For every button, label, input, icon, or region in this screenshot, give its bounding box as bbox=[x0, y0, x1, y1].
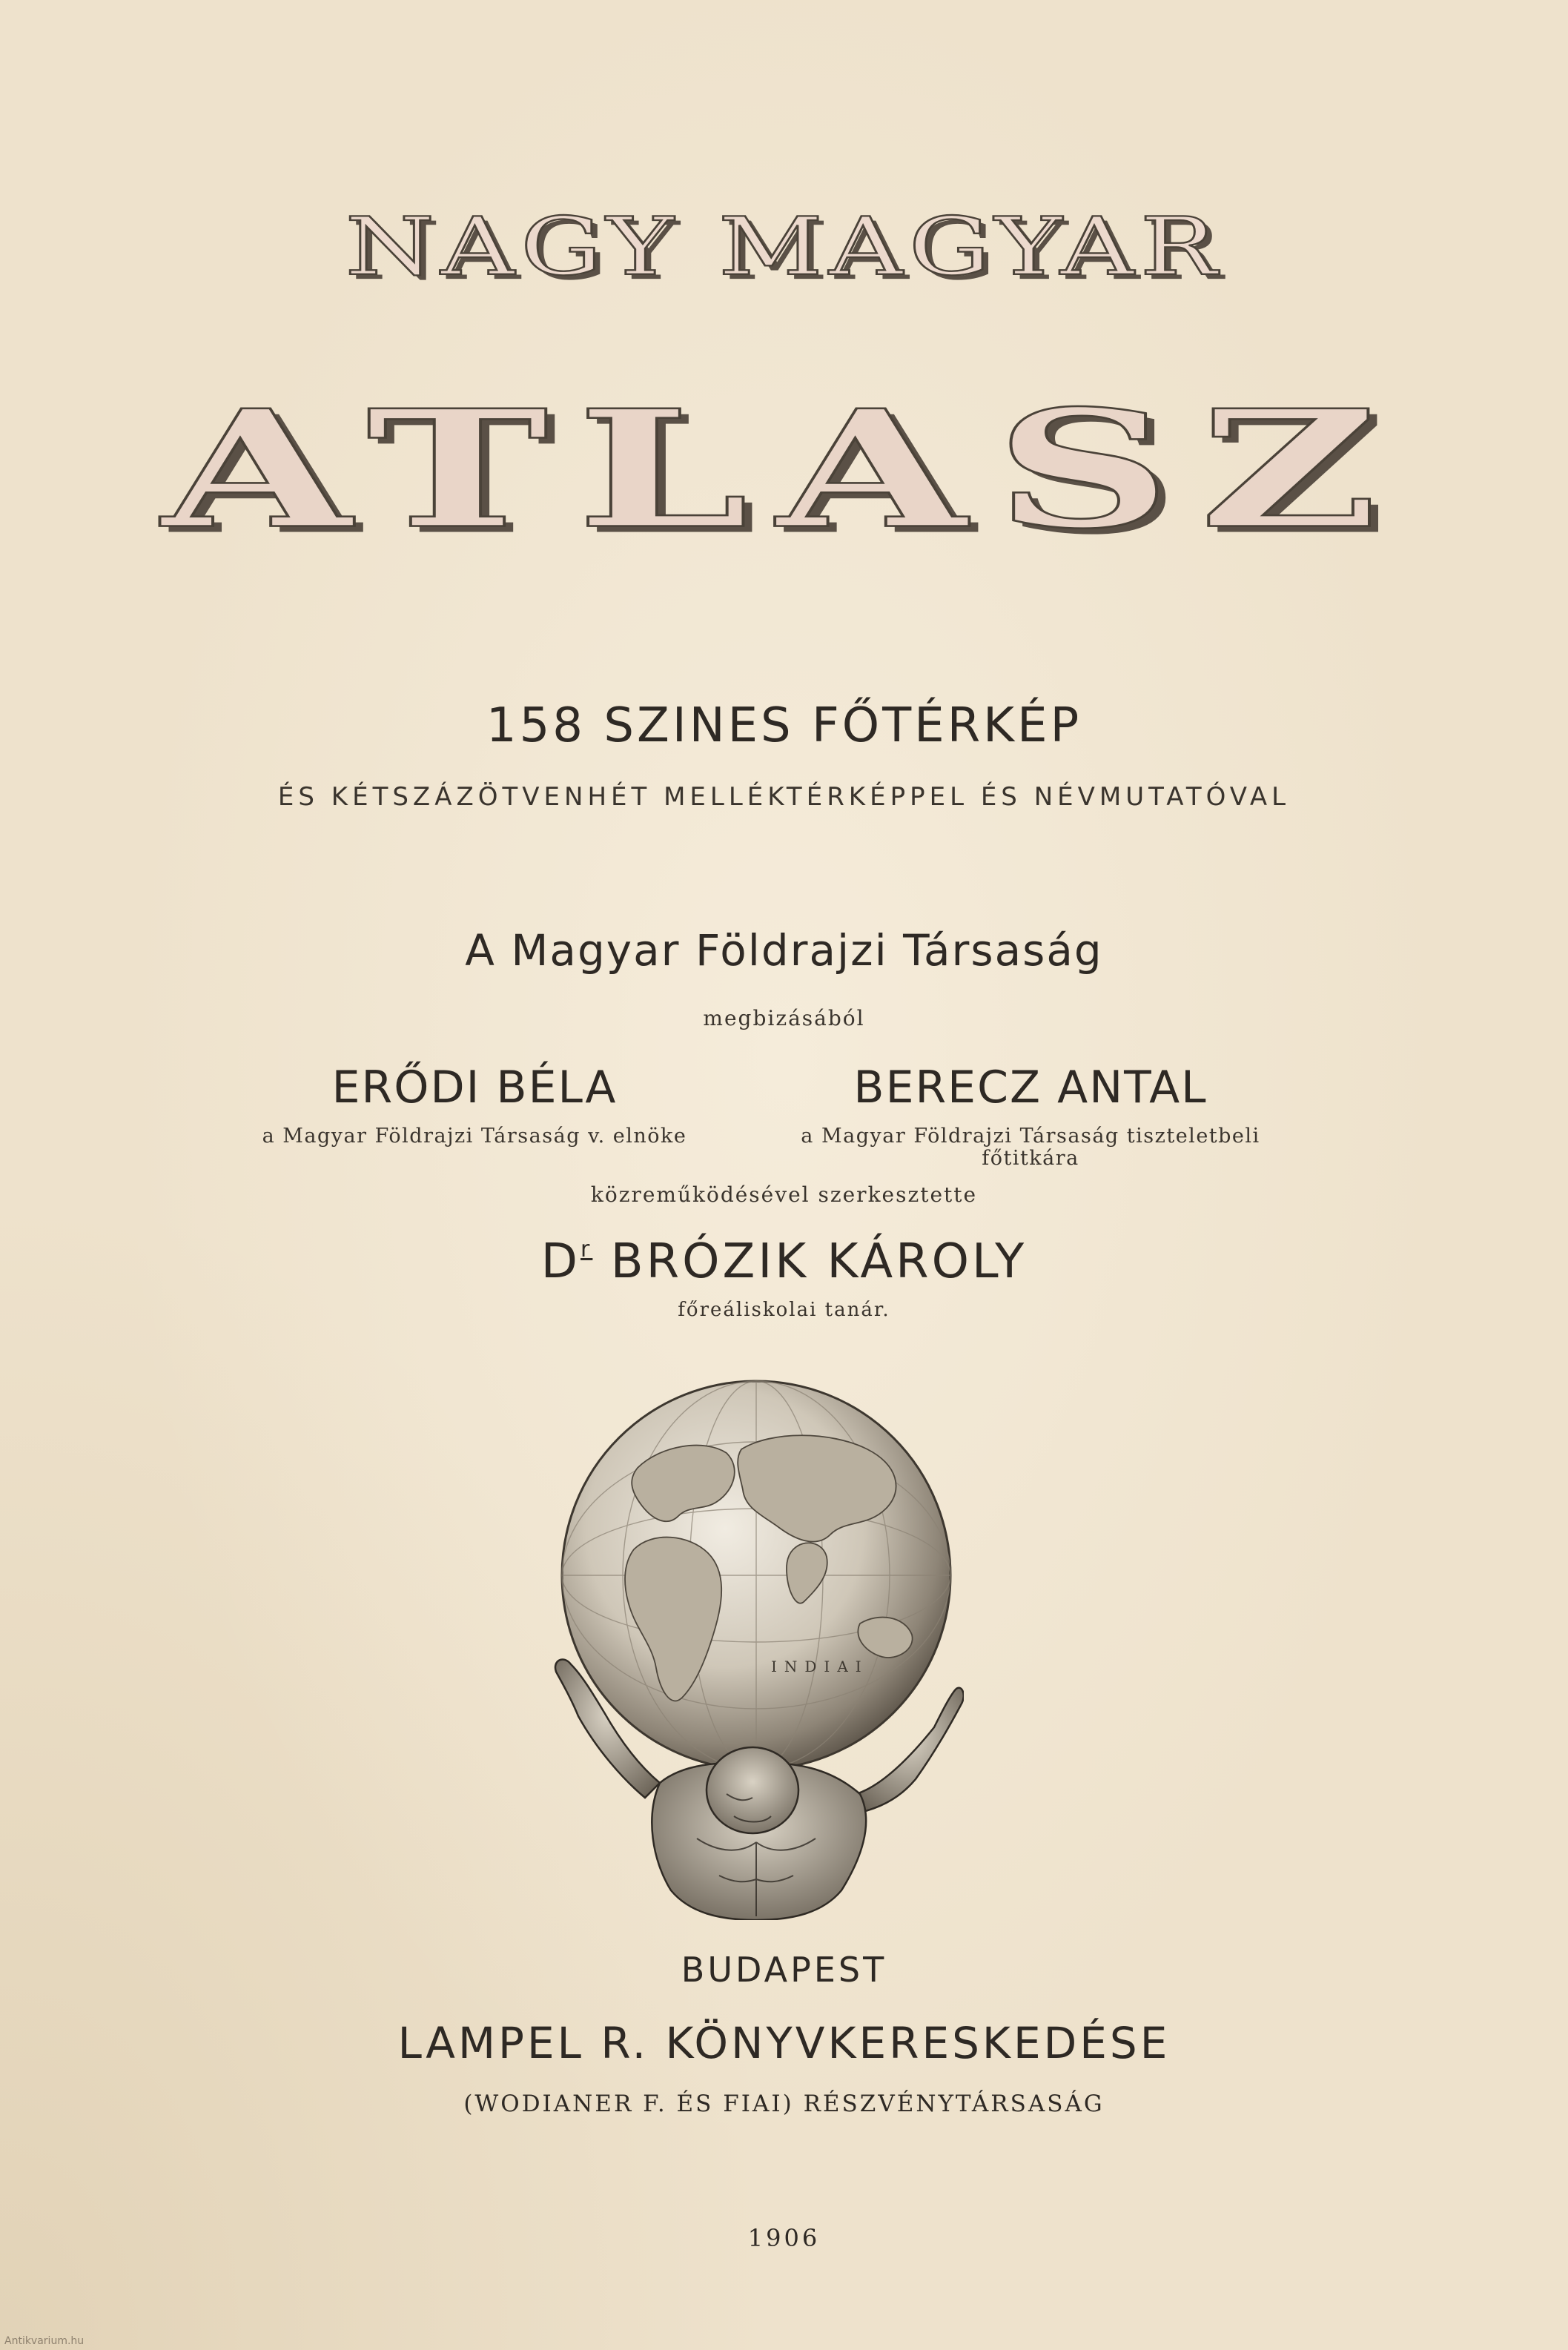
contributor-name-erodi: ERŐDI BÉLA bbox=[331, 1062, 618, 1113]
editor-title: $D^r$ bbox=[540, 1234, 593, 1289]
contributor-name-berecz: BERECZ ANTAL bbox=[853, 1062, 1208, 1113]
imprint-publisher-detail: (WODIANER F. ÉS FIAI) RÉSZVÉNYTÁRSASÁG bbox=[463, 2091, 1105, 2117]
subtitle-main: 158 SZINES FŐTÉRKÉP bbox=[486, 698, 1082, 753]
commission-mandate: megbizásából bbox=[703, 1006, 865, 1030]
title-line-1: NAGY MAGYAR bbox=[345, 200, 1223, 294]
atlas-globe-icon bbox=[549, 1379, 964, 1920]
contributor-role-berecz: a Magyar Földrajzi Társaság tiszteletbeli főtitkára bbox=[801, 1125, 1260, 1170]
subtitle-secondary: ÉS KÉTSZÁZÖTVENHÉT MELLÉKTÉRKÉPPEL ÉS NÉVMUTATÓVAL bbox=[277, 782, 1291, 812]
imprint-city: BUDAPEST bbox=[681, 1950, 887, 1990]
globe-ocean-label: INDIAI bbox=[771, 1658, 869, 1675]
editor-name: BRÓZIK KÁROLY bbox=[610, 1234, 1028, 1289]
editor-role: főreáliskolai tanár. bbox=[678, 1299, 890, 1321]
watermark: Antikvarium.hu bbox=[4, 2335, 85, 2347]
editor-name-line bbox=[0, 1234, 1568, 1289]
collaboration-note: közreműködésével szerkesztette bbox=[590, 1182, 978, 1207]
commissioning-society: A Magyar Földrajzi Társaság bbox=[465, 925, 1103, 976]
title-line-2: ATLASZ bbox=[162, 374, 1406, 565]
imprint-publisher: LAMPEL R. KÖNYVKERESKEDÉSE bbox=[397, 2018, 1171, 2068]
imprint-year: 1906 bbox=[747, 2224, 821, 2252]
contributor-role-erodi: a Magyar Földrajzi Társaság v. elnöke bbox=[262, 1125, 687, 1148]
